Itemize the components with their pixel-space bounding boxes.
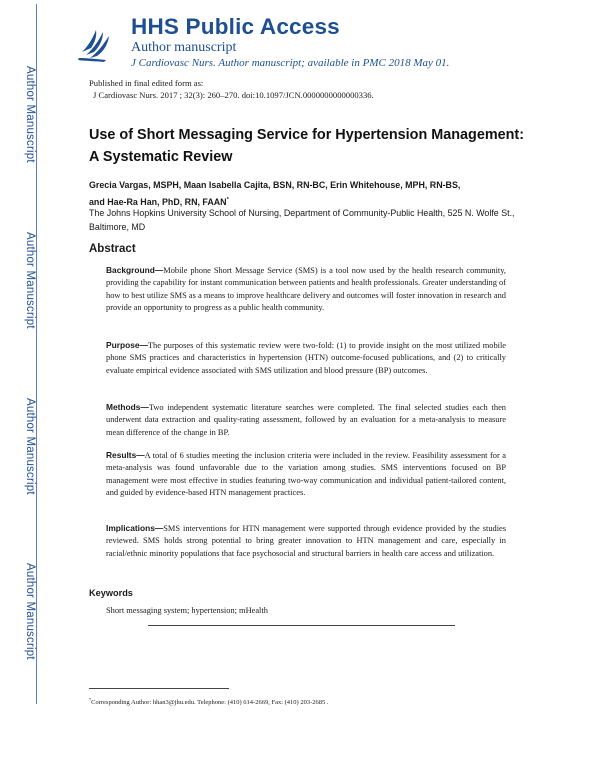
sidebar-author-manuscript-label: Author Manuscript	[24, 563, 36, 660]
sidebar-author-manuscript-label: Author Manuscript	[24, 66, 36, 163]
header-title: HHS Public Access	[131, 14, 340, 39]
authors-line-2: and Hae-Ra Han, PhD, RN, FAAN*	[89, 196, 229, 207]
section-label: Purpose—	[106, 340, 148, 350]
keywords-heading: Keywords	[89, 588, 133, 598]
header-subtitle: Author manuscript	[131, 40, 237, 55]
section-label: Implications—	[106, 523, 164, 533]
sidebar-divider	[36, 4, 37, 704]
abstract-methods: Methods—Two independent systematic literature searches were completed. The final selected studies each then underwent data extraction and quality-rating assessment, followed by an evaluation for a meta-analysis to measure mean difference of the change in BP.	[106, 402, 506, 437]
hhs-eagle-logo-icon	[76, 22, 114, 62]
publication-citation: J Cardiovasc Nurs. 2017 ; 32(3): 260–270. doi:10.1097/JCN.0000000000000336.	[93, 90, 374, 100]
abstract-purpose: Purpose—The purposes of this systematic review were two-fold: (1) to provide insight on the most utilized mobile phone SMS practices and characteristics in hypertension (HTN) outcome-focused publications, and (2) to critically evaluate empirical evidence associated with SMS utilization and blood pressure (BP) outcomes.	[106, 340, 506, 375]
author-affiliation: The Johns Hopkins University School of Nursing, Department of Community-Public Health, 525 N. Wolfe St., Baltimore, MD	[89, 208, 515, 232]
section-label: Methods—	[106, 402, 149, 412]
corresponding-author-mark: *	[226, 197, 229, 203]
paper-title: Use of Short Messaging Service for Hypertension Management: A Systematic Review	[89, 127, 525, 165]
abstract-results: Results—A total of 6 studies meeting the inclusion criteria were included in the review. Feasibility assessment for a meta-analysis was found unfavorable due to the variation among studies. SMS interventions focused on BP management were most effective in studies featuring two-way communication and individual patient-tailored content, and guided by evidence-based HTN management practices.	[106, 450, 506, 498]
section-divider	[148, 625, 455, 626]
abstract-background: Background—Mobile phone Short Message Service (SMS) is a tool now used by the health research community, providing the capability for instant communication between patients and health professionals. Greater understanding of how to best utilize SMS as a means to improve healthcare delivery and outcomes will foster innovation in research and provide an opportunity to progress as a public health community.	[106, 265, 506, 313]
published-in-label: Published in final edited form as:	[89, 78, 204, 88]
corresponding-author-footnote: *Corresponding Author: hhan3@jhu.edu. Telephone: (410) 614-2669, Fax: (410) 203-2685 .	[89, 697, 329, 707]
sidebar-author-manuscript-label: Author Manuscript	[24, 398, 36, 495]
abstract-implications: Implications—SMS interventions for HTN management were supported through evidence provided by the studies reviewed. SMS holds strong potential to bring greater innovation to HTN management and care, especially in racial/ethnic minority populations that face psychosocial and structural barriers in health care access and utilization.	[106, 523, 506, 558]
section-label: Results—	[106, 450, 145, 460]
abstract-heading: Abstract	[89, 243, 136, 255]
authors-line-1: Grecia Vargas, MSPH, Maan Isabella Cajita, BSN, RN-BC, Erin Whitehouse, MPH, RN-BS,	[89, 180, 461, 190]
header-citation: J Cardiovasc Nurs. Author manuscript; available in PMC 2018 May 01.	[131, 57, 450, 69]
sidebar-author-manuscript-label: Author Manuscript	[24, 232, 36, 329]
keywords-list: Short messaging system; hypertension; mHealth	[106, 606, 268, 615]
section-label: Background—	[106, 265, 164, 275]
footnote-divider	[89, 688, 229, 689]
